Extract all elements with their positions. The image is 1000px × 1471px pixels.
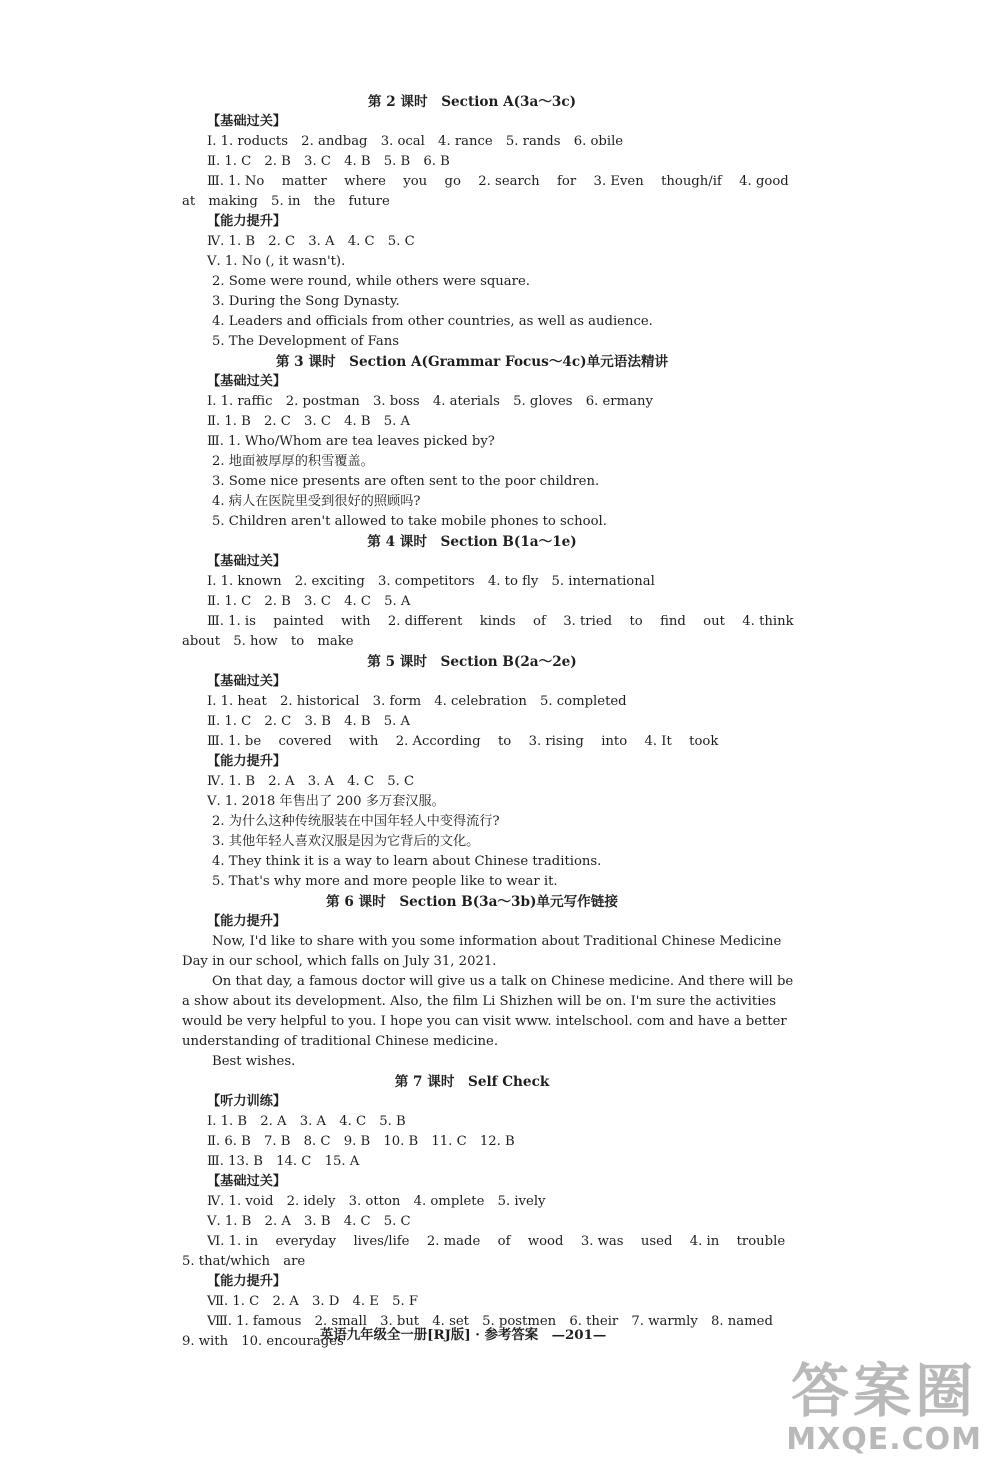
answer-line: 4. 病人在医院里受到很好的照顾吗? (212, 494, 421, 509)
lesson-section (182, 892, 794, 1072)
answer-line: Ⅷ. 1. famous 2. small 3. but 4. set 5. postmen 6. their 7. warmly 8. named (207, 1314, 773, 1329)
answer-line: 5. that/which are (182, 1254, 306, 1269)
answer-line: Ⅰ. 1. raffic 2. postman 3. boss 4. aterials 5. gloves 6. ermany (207, 394, 653, 409)
lesson-section (182, 652, 762, 892)
lesson-section (182, 1072, 786, 1352)
answer-line: Ⅰ. 1. roducts 2. andbag 3. ocal 4. rance 5. rands 6. obile (207, 134, 624, 149)
answer-line: 4. Leaders and officials from other countries, as well as audience. (212, 314, 653, 329)
answer-line: Ⅱ. 1. C 2. C 3. B 4. B 5. A (207, 714, 411, 729)
answer-line: 3. 其他年轻人喜欢汉服是因为它背后的文化。 (212, 834, 480, 849)
category-tag: 【能力提升】 (207, 214, 287, 229)
answer-line: Now, I'd like to share with you some information about Traditional Chinese Medicine (212, 934, 782, 949)
watermark-site-text: MXQE.COM (786, 1422, 982, 1457)
answer-line: Ⅲ. 1. is painted with 2. different kinds of 3. tried to find out 4. think (207, 614, 794, 629)
answer-line: 2. 为什么这种传统服装在中国年轻人中变得流行? (212, 814, 500, 829)
watermark-logo (786, 1359, 982, 1457)
answer-line: 3. During the Song Dynasty. (212, 294, 400, 309)
answer-line: 5. The Development of Fans (212, 334, 399, 349)
category-tag: 【基础过关】 (207, 1174, 287, 1189)
section-title: 第 2 课时 Section A(3a～3c) (367, 94, 577, 110)
answer-line: Ⅲ. 1. be covered with 2. According to 3. rising into 4. It took (207, 734, 719, 749)
answer-line: at making 5. in the future (182, 194, 390, 209)
answer-line: Ⅳ. 1. B 2. A 3. A 4. C 5. C (207, 774, 415, 789)
answer-line: Ⅲ. 1. Who/Whom are tea leaves picked by? (207, 434, 495, 449)
answer-line: Ⅶ. 1. C 2. A 3. D 4. E 5. F (207, 1294, 418, 1309)
answer-line: Ⅰ. 1. known 2. exciting 3. competitors 4. to fly 5. international (207, 574, 655, 589)
answer-line: Ⅱ. 1. C 2. B 3. C 4. C 5. A (207, 594, 411, 609)
watermark-main-text: 答案圈 (791, 1357, 978, 1425)
answer-line: Ⅳ. 1. B 2. C 3. A 4. C 5. C (207, 234, 415, 249)
answer-line: Ⅰ. 1. B 2. A 3. A 4. C 5. B (207, 1114, 406, 1129)
answer-line: Best wishes. (212, 1054, 296, 1069)
category-tag: 【能力提升】 (207, 914, 287, 929)
answer-line: Ⅰ. 1. heat 2. historical 3. form 4. celebration 5. completed (207, 694, 627, 709)
page-footer: 英语九年级全一册[RJ版] · 参考答案 —201— (320, 1327, 607, 1343)
answer-line: Ⅲ. 1. No matter where you go 2. search for 3. Even though/if 4. good (207, 174, 789, 189)
lesson-section (182, 92, 789, 352)
category-tag: 【基础过关】 (207, 114, 287, 129)
section-title: 第 6 课时 Section B(3a～3b)单元写作链接 (326, 894, 618, 910)
answer-line: Ⅳ. 1. void 2. idely 3. otton 4. omplete 5. ively (207, 1194, 546, 1209)
answer-line: Ⅱ. 6. B 7. B 8. C 9. B 10. B 11. C 12. B (207, 1134, 515, 1149)
answer-line: 2. Some were round, while others were square. (212, 274, 530, 289)
section-title: 第 3 课时 Section A(Grammar Focus～4c)单元语法精讲 (275, 354, 669, 370)
lesson-section (182, 352, 762, 532)
answer-line: Ⅱ. 1. B 2. C 3. C 4. B 5. A (207, 414, 411, 429)
answer-line: Ⅴ. 1. B 2. A 3. B 4. C 5. C (207, 1214, 411, 1229)
category-tag: 【听力训练】 (207, 1094, 287, 1109)
answer-line: Ⅵ. 1. in everyday lives/life 2. made of wood 3. was used 4. in trouble (207, 1234, 786, 1249)
answer-line: a show about its development. Also, the film Li Shizhen will be on. I'm sure the activities (182, 994, 776, 1009)
answer-line: 5. That's why more and more people like to wear it. (212, 874, 558, 889)
answer-line: On that day, a famous doctor will give us a talk on Chinese medicine. And there will be (212, 974, 794, 989)
answer-line: understanding of traditional Chinese medicine. (182, 1034, 499, 1049)
answer-line: 4. They think it is a way to learn about Chinese traditions. (212, 854, 602, 869)
category-tag: 【能力提升】 (207, 1274, 287, 1289)
section-title: 第 4 课时 Section B(1a～1e) (367, 534, 577, 550)
category-tag: 【能力提升】 (207, 754, 287, 769)
category-tag: 【基础过关】 (207, 554, 287, 569)
section-title: 第 5 课时 Section B(2a～2e) (367, 654, 577, 670)
answer-line: Ⅲ. 13. B 14. C 15. A (207, 1154, 360, 1169)
lesson-section (182, 532, 794, 652)
answer-line: 5. Children aren't allowed to take mobile phones to school. (212, 514, 607, 529)
answer-line: 3. Some nice presents are often sent to the poor children. (212, 474, 600, 489)
answer-line: Ⅴ. 1. No (, it wasn't). (207, 254, 346, 269)
category-tag: 【基础过关】 (207, 374, 287, 389)
answer-line: Ⅴ. 1. 2018 年售出了 200 多万套汉服。 (207, 794, 445, 809)
answer-line: Ⅱ. 1. C 2. B 3. C 4. B 5. B 6. B (207, 154, 450, 169)
section-title: 第 7 课时 Self Check (394, 1074, 550, 1090)
answer-line: would be very helpful to you. I hope you can visit www. intelschool. com and have a better (182, 1014, 787, 1029)
category-tag: 【基础过关】 (207, 674, 287, 689)
answer-line: 9. with 10. encourages (182, 1334, 344, 1349)
answer-line: 2. 地面被厚厚的积雪覆盖。 (212, 454, 374, 469)
answer-line: about 5. how to make (182, 634, 354, 649)
answer-key-column (182, 92, 794, 1352)
answer-line: Day in our school, which falls on July 31, 2021. (182, 954, 497, 969)
